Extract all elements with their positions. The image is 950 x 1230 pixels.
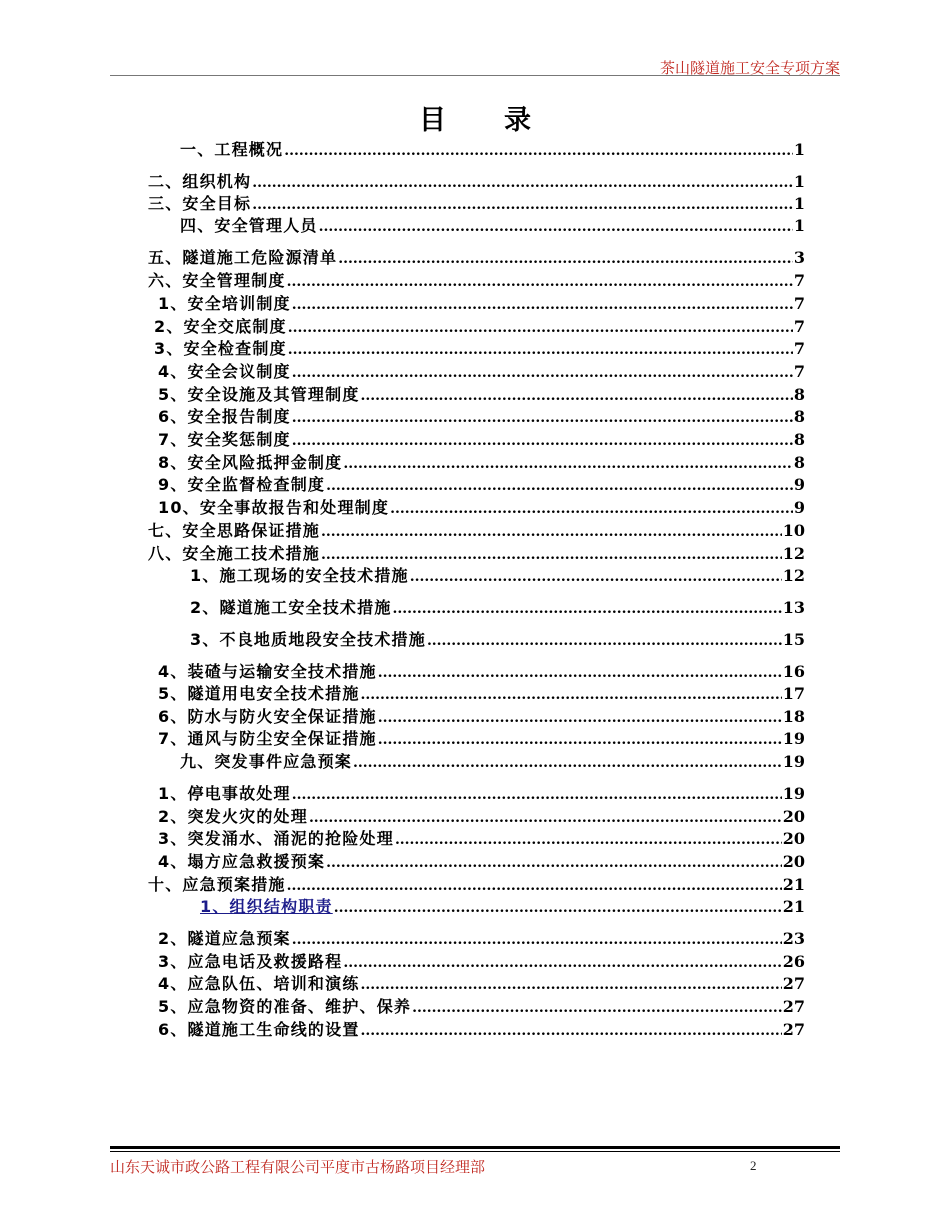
toc-entry-page: 8 bbox=[793, 385, 805, 404]
toc-entry-page: 26 bbox=[782, 952, 805, 971]
toc-entry-label: 10、安全事故报告和处理制度 bbox=[158, 498, 390, 517]
toc-entry[interactable] bbox=[148, 191, 805, 213]
toc-entry-page: 1 bbox=[793, 140, 805, 159]
toc-entry-page: 12 bbox=[782, 566, 805, 585]
toc-leader-dots bbox=[338, 251, 793, 267]
toc-leader-dots bbox=[427, 633, 782, 649]
toc-entry-label: 5、隧道用电安全技术措施 bbox=[158, 684, 360, 703]
toc-entry-label: 4、装碴与运输安全技术措施 bbox=[158, 662, 377, 681]
toc-entry-label: 4、应急队伍、培训和演练 bbox=[158, 974, 360, 993]
toc-leader-dots bbox=[393, 601, 782, 617]
toc-leader-dots bbox=[395, 832, 782, 848]
toc-entry[interactable] bbox=[158, 291, 805, 313]
toc-entry-page: 8 bbox=[793, 430, 805, 449]
footer-company: 山东天诚市政公路工程有限公司平度市古杨路项目经理部 bbox=[110, 1158, 486, 1176]
toc-entry[interactable] bbox=[158, 704, 805, 726]
toc-entry-page: 27 bbox=[782, 997, 805, 1016]
header-title: 茶山隧道施工安全专项方案 bbox=[659, 59, 840, 77]
toc-entry[interactable] bbox=[154, 314, 805, 336]
toc-entry[interactable] bbox=[180, 213, 805, 235]
toc-entry-page: 8 bbox=[793, 453, 805, 472]
toc-leader-dots bbox=[288, 342, 793, 358]
toc-entry-label: 六、安全管理制度 bbox=[148, 271, 286, 290]
toc-entry-page: 21 bbox=[782, 875, 805, 894]
toc-entry[interactable] bbox=[148, 245, 805, 267]
toc-entry-label: 9、安全监督检查制度 bbox=[158, 475, 326, 494]
toc-leader-dots bbox=[252, 197, 793, 213]
toc-leader-dots bbox=[287, 274, 793, 290]
toc-entry-page: 8 bbox=[793, 407, 805, 426]
toc-entry-page: 23 bbox=[782, 929, 805, 948]
toc-entry-label: 6、隧道施工生命线的设置 bbox=[158, 1020, 360, 1039]
toc-entry[interactable] bbox=[158, 359, 805, 381]
toc-entry-label: 1、安全培训制度 bbox=[158, 294, 291, 313]
toc-entry[interactable] bbox=[158, 450, 805, 472]
toc-leader-dots bbox=[334, 900, 782, 916]
toc-entry-page: 7 bbox=[793, 271, 805, 290]
toc-entry[interactable] bbox=[158, 382, 805, 404]
toc-entry-page: 19 bbox=[782, 784, 805, 803]
toc-leader-dots bbox=[287, 878, 782, 894]
toc-entry-label: 2、突发火灾的处理 bbox=[158, 807, 308, 826]
toc-leader-dots bbox=[378, 732, 782, 748]
toc-entry[interactable] bbox=[190, 563, 805, 585]
toc-leader-dots bbox=[361, 388, 793, 404]
toc-entry-page: 7 bbox=[793, 317, 805, 336]
toc-leader-dots bbox=[319, 219, 793, 235]
toc-entry-label: 3、安全检查制度 bbox=[154, 339, 287, 358]
toc-leader-dots bbox=[292, 787, 782, 803]
toc-entry-page: 7 bbox=[793, 339, 805, 358]
toc-entry[interactable] bbox=[158, 427, 805, 449]
toc-leader-dots bbox=[361, 1023, 782, 1039]
toc-entry[interactable] bbox=[154, 336, 805, 358]
toc-entry-page: 9 bbox=[793, 498, 805, 517]
toc-entry-label: 7、安全奖惩制度 bbox=[158, 430, 291, 449]
toc-entry[interactable] bbox=[158, 994, 805, 1016]
toc-entry-page: 16 bbox=[782, 662, 805, 681]
toc-entry-page: 1 bbox=[793, 172, 805, 191]
toc-leader-dots bbox=[390, 501, 793, 517]
toc-leader-dots bbox=[361, 687, 782, 703]
toc-entry[interactable] bbox=[158, 1017, 805, 1039]
toc-entry-page: 1 bbox=[793, 216, 805, 235]
toc-entry-label: 7、通风与防尘安全保证措施 bbox=[158, 729, 377, 748]
toc-entry-label: 5、安全设施及其管理制度 bbox=[158, 385, 360, 404]
toc-entry[interactable] bbox=[148, 872, 805, 894]
toc-entry-page: 19 bbox=[782, 752, 805, 771]
toc-entry[interactable] bbox=[148, 169, 805, 191]
toc-entry-label: 3、应急电话及救援路程 bbox=[158, 952, 343, 971]
toc-leader-dots bbox=[412, 1000, 782, 1016]
toc-entry-label: 2、安全交底制度 bbox=[154, 317, 287, 336]
toc-entry-page: 1 bbox=[793, 194, 805, 213]
toc-entry[interactable] bbox=[158, 495, 805, 517]
toc-entry-label: 6、防水与防火安全保证措施 bbox=[158, 707, 377, 726]
toc-leader-dots bbox=[309, 810, 782, 826]
toc-entry-page: 18 bbox=[782, 707, 805, 726]
toc-leader-dots bbox=[361, 977, 782, 993]
toc-entry-page: 10 bbox=[782, 521, 805, 540]
toc-entry-label: 二、组织机构 bbox=[148, 172, 252, 191]
toc-entry[interactable] bbox=[158, 472, 805, 494]
toc-entry[interactable] bbox=[158, 659, 805, 681]
toc-entry[interactable] bbox=[180, 137, 805, 159]
toc-entry-label: 八、安全施工技术措施 bbox=[148, 544, 321, 563]
header-rule bbox=[110, 75, 840, 76]
toc-leader-dots bbox=[378, 665, 782, 681]
toc-entry-page: 13 bbox=[782, 598, 805, 617]
toc-entry-label: 五、隧道施工危险源清单 bbox=[148, 248, 338, 267]
toc-entry-label: 5、应急物资的准备、维护、保养 bbox=[158, 997, 412, 1016]
toc-leader-dots bbox=[378, 710, 782, 726]
toc-entry[interactable] bbox=[148, 518, 805, 540]
toc-leader-dots bbox=[252, 175, 793, 191]
toc-entry-page: 15 bbox=[782, 630, 805, 649]
toc-entry[interactable] bbox=[158, 926, 805, 948]
toc-leader-dots bbox=[326, 478, 793, 494]
toc-entry[interactable] bbox=[148, 268, 805, 290]
toc-entry-label: 2、隧道施工安全技术措施 bbox=[190, 598, 392, 617]
toc-entry[interactable] bbox=[148, 541, 805, 563]
toc-entry-label: 七、安全思路保证措施 bbox=[148, 521, 321, 540]
toc-entry-label: 6、安全报告制度 bbox=[158, 407, 291, 426]
toc-entry-label: 十、应急预案措施 bbox=[148, 875, 286, 894]
toc-entry[interactable] bbox=[158, 949, 805, 971]
toc-entry-page: 19 bbox=[782, 729, 805, 748]
toc-leader-dots bbox=[410, 569, 782, 585]
toc-entry-label: 3、不良地质地段安全技术措施 bbox=[190, 630, 426, 649]
toc-entry-label: 2、隧道应急预案 bbox=[158, 929, 291, 948]
toc-entry-label: 三、安全目标 bbox=[148, 194, 252, 213]
toc-entry-label: 4、安全会议制度 bbox=[158, 362, 291, 381]
toc-entry-label: 一、工程概况 bbox=[180, 140, 284, 159]
toc-entry-page: 9 bbox=[793, 475, 805, 494]
toc-leader-dots bbox=[321, 547, 782, 563]
toc-entry[interactable] bbox=[158, 971, 805, 993]
toc-entry-label: 8、安全风险抵押金制度 bbox=[158, 453, 343, 472]
toc-entry-label: 4、塌方应急救援预案 bbox=[158, 852, 326, 871]
toc-leader-dots bbox=[292, 365, 793, 381]
toc-leader-dots bbox=[292, 433, 793, 449]
toc-leader-dots bbox=[353, 755, 782, 771]
toc-leader-dots bbox=[292, 297, 793, 313]
toc-entry-label: 九、突发事件应急预案 bbox=[180, 752, 353, 771]
toc-entry[interactable] bbox=[158, 404, 805, 426]
toc-entry-page: 20 bbox=[782, 829, 805, 848]
toc-entry-page: 12 bbox=[782, 544, 805, 563]
toc-entry[interactable] bbox=[158, 681, 805, 703]
toc-leader-dots bbox=[284, 143, 793, 159]
toc-entry[interactable] bbox=[158, 826, 805, 848]
toc-leader-dots bbox=[292, 932, 782, 948]
toc-entry-page: 20 bbox=[782, 807, 805, 826]
toc-entry-label: 四、安全管理人员 bbox=[180, 216, 318, 235]
toc-leader-dots bbox=[292, 410, 793, 426]
toc-entry-link[interactable]: 1、组织结构职责 bbox=[200, 897, 333, 916]
footer-rule bbox=[110, 1146, 840, 1149]
toc-entry-label: 1、停电事故处理 bbox=[158, 784, 291, 803]
toc-leader-dots bbox=[343, 955, 781, 971]
toc-entry[interactable] bbox=[190, 627, 805, 649]
toc-title: 目 录 bbox=[418, 105, 556, 136]
toc-entry-page: 20 bbox=[782, 852, 805, 871]
toc-entry-page: 27 bbox=[782, 1020, 805, 1039]
toc-leader-dots bbox=[326, 855, 782, 871]
toc-entry-label: 1、施工现场的安全技术措施 bbox=[190, 566, 409, 585]
toc-entry-label: 3、突发涌水、涌泥的抢险处理 bbox=[158, 829, 394, 848]
toc-entry-page: 7 bbox=[793, 362, 805, 381]
footer-rule-thin bbox=[110, 1151, 840, 1152]
toc-entry[interactable] bbox=[158, 849, 805, 871]
toc-entry[interactable] bbox=[200, 894, 805, 916]
toc-entry-page: 27 bbox=[782, 974, 805, 993]
toc-entry[interactable] bbox=[158, 726, 805, 748]
toc-entry-page: 7 bbox=[793, 294, 805, 313]
toc-entry[interactable] bbox=[190, 595, 805, 617]
toc-entry-page: 17 bbox=[782, 684, 805, 703]
toc-entry[interactable] bbox=[158, 781, 805, 803]
toc-leader-dots bbox=[343, 456, 793, 472]
toc-entry[interactable] bbox=[158, 804, 805, 826]
toc-entry-page: 21 bbox=[782, 897, 805, 916]
toc-entry[interactable] bbox=[180, 749, 805, 771]
footer-page-number: 2 bbox=[750, 1158, 757, 1173]
toc-leader-dots bbox=[288, 320, 793, 336]
toc-entry-page: 3 bbox=[793, 248, 805, 267]
toc-leader-dots bbox=[321, 524, 782, 540]
